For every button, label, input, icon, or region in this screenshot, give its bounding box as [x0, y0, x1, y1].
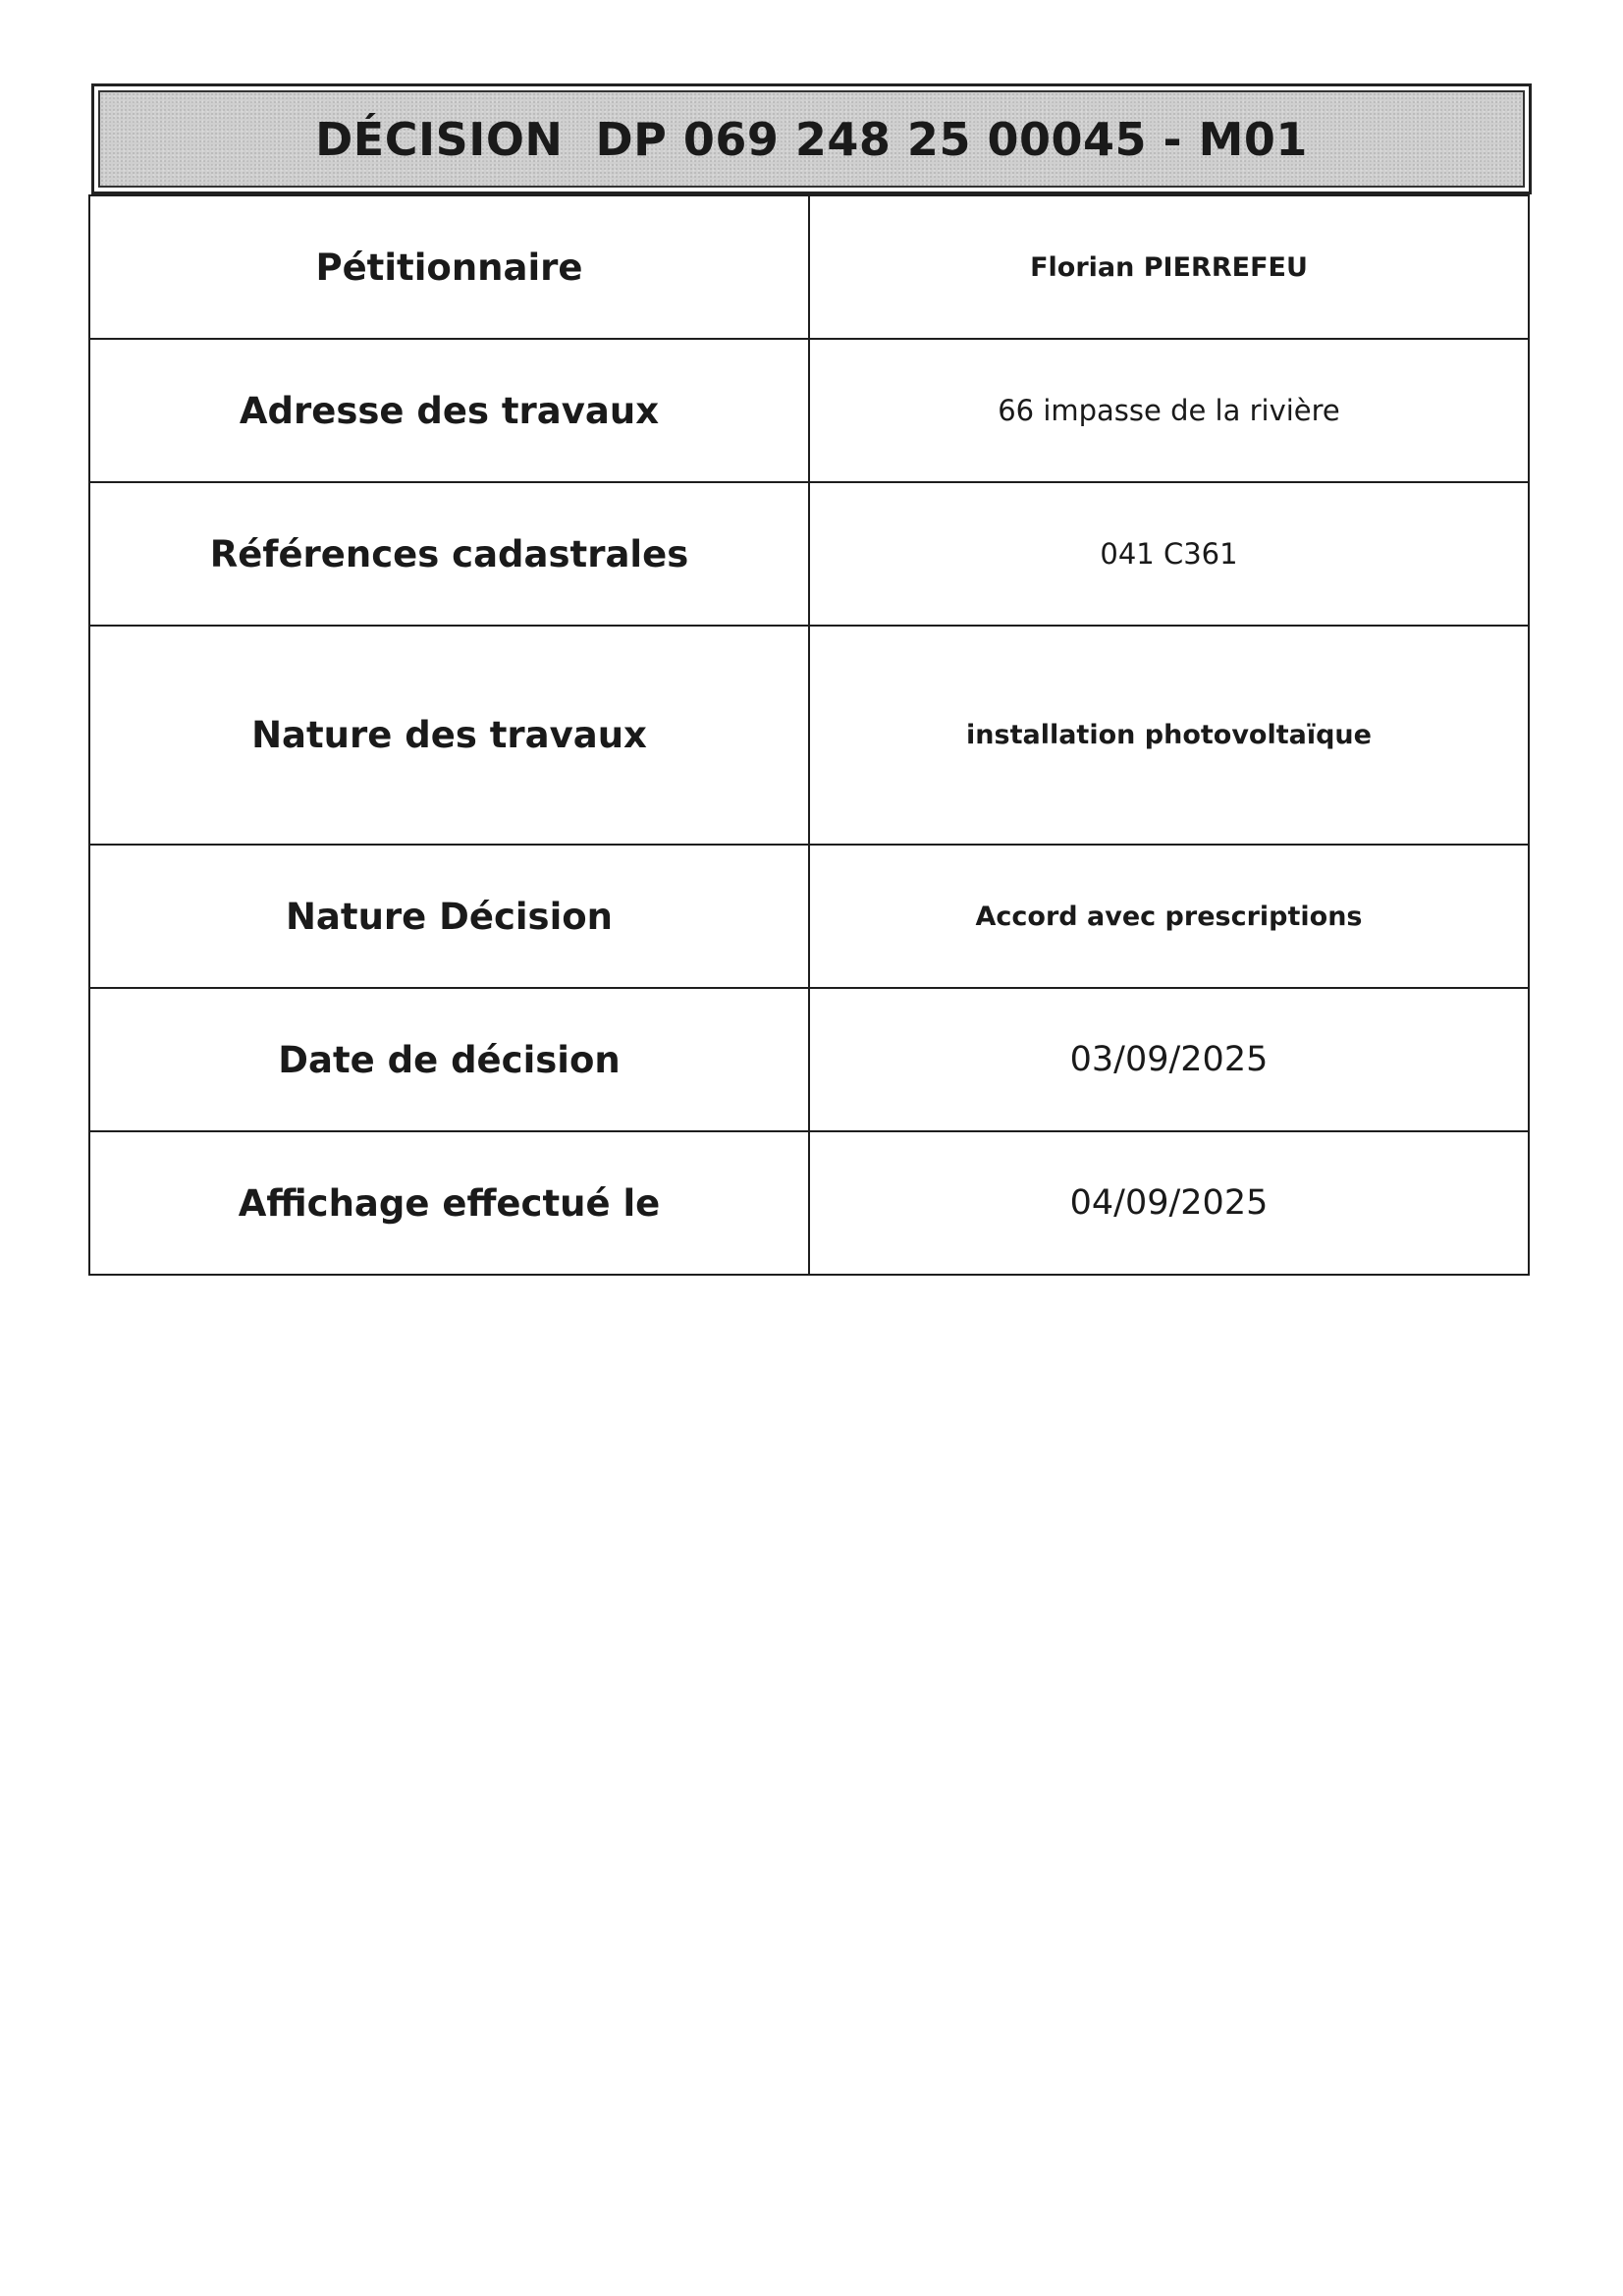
table-row-references: [89, 482, 1529, 626]
decision-info-table: [88, 194, 1530, 1276]
table-row-nature-travaux: [89, 626, 1529, 845]
decision-header-banner: [91, 83, 1532, 194]
row-label: Nature Décision: [89, 845, 809, 988]
row-value: 04/09/2025: [809, 1131, 1529, 1275]
row-value: 041 C361: [809, 482, 1529, 626]
row-label: Références cadastrales: [89, 482, 809, 626]
table-row-nature-decision: [89, 845, 1529, 988]
table-row-petitionnaire: [89, 195, 1529, 339]
row-value: Florian PIERREFEU: [809, 195, 1529, 339]
row-label: Pétitionnaire: [89, 195, 809, 339]
table-row-date-decision: [89, 988, 1529, 1131]
row-label: Nature des travaux: [89, 626, 809, 845]
row-value: installation photovoltaïque: [809, 626, 1529, 845]
table-row-affichage: [89, 1131, 1529, 1275]
decision-title: DÉCISION DP 069 248 25 00045 - M01: [315, 112, 1308, 166]
row-value: 66 impasse de la rivière: [809, 339, 1529, 482]
row-value: Accord avec prescriptions: [809, 845, 1529, 988]
table-row-adresse: [89, 339, 1529, 482]
row-label: Date de décision: [89, 988, 809, 1131]
row-label: Adresse des travaux: [89, 339, 809, 482]
row-label: Affichage effectué le: [89, 1131, 809, 1275]
decision-header-inner: [98, 90, 1525, 188]
row-value: 03/09/2025: [809, 988, 1529, 1131]
